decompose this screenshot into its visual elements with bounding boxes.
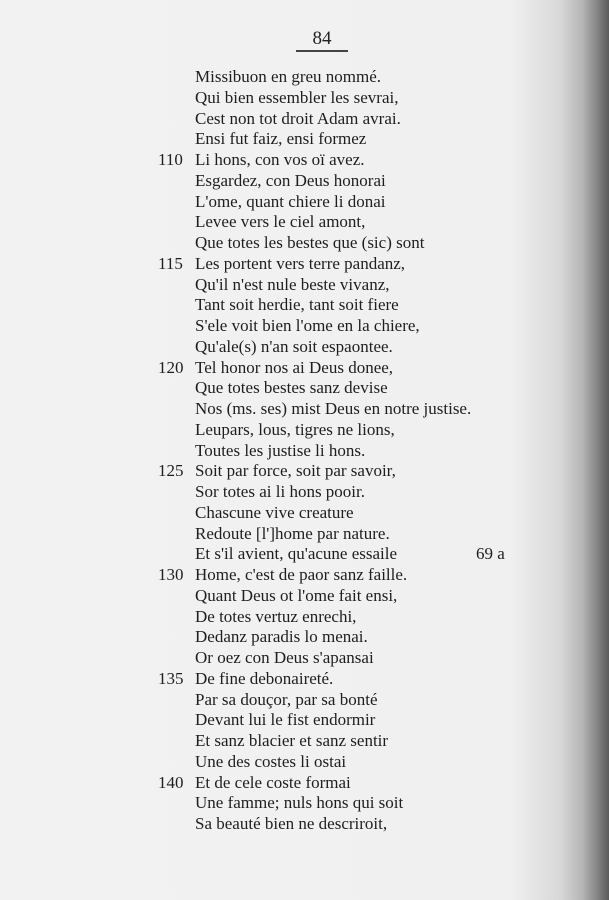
line-text: Home, c'est de paor sanz faille.	[195, 565, 408, 584]
verse-line	[0, 109, 609, 130]
verse-line	[0, 378, 609, 399]
line-text: Esgardez, con Deus honorai	[195, 170, 386, 190]
line-text: Et s'il avient, qu'acune essaile	[195, 544, 398, 564]
line-text: S'ele voit bien l'ome en la chiere,	[195, 316, 420, 335]
line-text: Que totes bestes sanz devise	[195, 378, 388, 398]
line-number: 120	[158, 357, 184, 377]
line-text: Qui bien essembler les sevrai,	[195, 87, 399, 107]
line-text: L'ome, quant chiere li donai	[195, 191, 386, 211]
verse-line	[0, 565, 609, 586]
line-text: Les portent vers terre pandanz,	[195, 253, 406, 273]
verse-line	[0, 441, 609, 462]
verse-line	[0, 420, 609, 441]
line-text: Nos (ms. ses) mist Deus en notre justise.	[195, 399, 472, 418]
verse-line	[0, 88, 609, 109]
line-number: 115	[158, 253, 183, 273]
line-text: Tel honor nos ai Deus donee,	[195, 357, 394, 377]
line-text: Li hons, con vos oï avez.	[195, 150, 365, 169]
verse-line	[0, 461, 609, 482]
line-number: 125	[158, 461, 184, 481]
line-text: Sa beauté bien ne descriroit,	[195, 814, 388, 833]
verse-line	[0, 690, 609, 711]
line-text: Une famme; nuls hons qui soit	[195, 793, 404, 813]
line-text: Devant lui le fist endormir	[195, 710, 376, 730]
line-text: Chascune vive creature	[195, 502, 354, 522]
verse-line	[0, 793, 609, 814]
verse-line	[0, 607, 609, 628]
verse-line	[0, 627, 609, 648]
verse-line	[0, 233, 609, 254]
verse-line	[0, 752, 609, 773]
verse-line	[0, 482, 609, 503]
verse-line	[0, 669, 609, 690]
verse-line	[0, 67, 609, 88]
verse-line	[0, 648, 609, 669]
verse-line	[0, 503, 609, 524]
verse-line	[0, 524, 609, 545]
line-text: Quant Deus ot l'ome fait ensi,	[195, 585, 398, 605]
line-text: Qu'il n'est nule beste vivanz,	[195, 274, 390, 294]
line-text: Missibuon en greu nommé.	[195, 67, 382, 86]
line-text: Et de cele coste formai	[195, 772, 351, 792]
verse-line	[0, 316, 609, 337]
line-text: Qu'ale(s) n'an soit espaontee.	[195, 336, 393, 356]
line-text: Sor totes ai li hons pooir.	[195, 482, 365, 501]
line-text: Ensi fut faiz, ensi formez	[195, 129, 367, 149]
line-text: Et sanz blacier et sanz sentir	[195, 731, 389, 750]
verse-line	[0, 586, 609, 607]
verse-line	[0, 773, 609, 794]
verse-line	[0, 129, 609, 150]
verse-line	[0, 150, 609, 171]
line-text: Or oez con Deus s'apansai	[195, 648, 374, 667]
verse-line	[0, 212, 609, 233]
verse-line	[0, 295, 609, 316]
line-text: Dedanz paradis lo menai.	[195, 627, 368, 647]
verse-line	[0, 171, 609, 192]
line-number: 130	[158, 565, 184, 584]
page-number: 84	[312, 28, 332, 49]
verse-line	[0, 275, 609, 296]
verse-line	[0, 254, 609, 275]
verse-line	[0, 358, 609, 379]
line-number: 110	[158, 150, 183, 169]
line-text: Soit par force, soit par savoir,	[195, 461, 396, 481]
page-number-rule	[296, 50, 348, 52]
verse-line	[0, 814, 609, 835]
line-text: Toutes les justise li hons.	[195, 440, 366, 460]
verse-line	[0, 710, 609, 731]
line-text: Tant soit herdie, tant soit fiere	[195, 295, 399, 315]
line-text: Levee vers le ciel amont,	[195, 212, 366, 232]
line-text: Une des costes li ostai	[195, 751, 347, 771]
verse-line	[0, 731, 609, 752]
line-text: Cest non tot droit Adam avrai.	[195, 108, 401, 128]
line-text: De totes vertuz enrechi,	[195, 606, 357, 626]
line-text: Que totes les bestes que (sic) sont	[195, 233, 425, 252]
line-text: Par sa douçor, par sa bonté	[195, 689, 378, 709]
verse-block	[0, 67, 609, 835]
verse-line	[0, 337, 609, 358]
verse-line	[0, 544, 609, 565]
verse-line	[0, 192, 609, 213]
line-text: Redoute [l']home par nature.	[195, 523, 390, 543]
line-number: 140	[158, 772, 184, 792]
line-number: 135	[158, 668, 184, 688]
verse-line	[0, 399, 609, 420]
line-text: De fine debonaireté.	[195, 668, 334, 688]
line-text: Leupars, lous, tigres ne lions,	[195, 419, 395, 439]
margin-folio-note: 69 a	[476, 544, 505, 564]
